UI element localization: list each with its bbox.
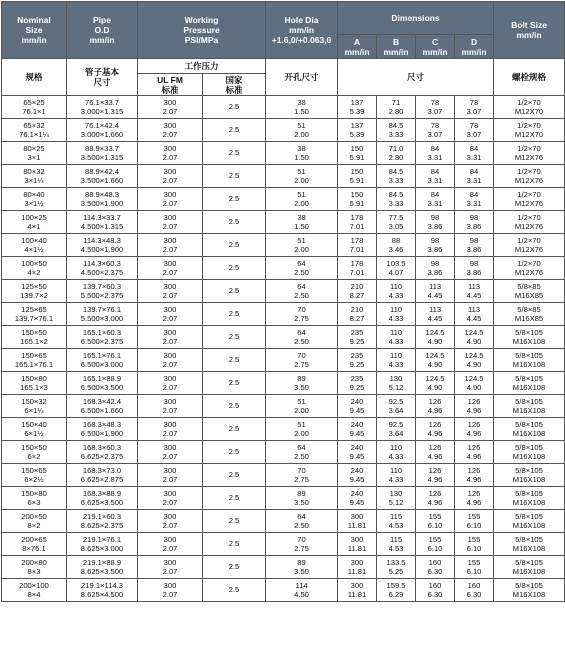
cell-dim-a: 178 7.01 bbox=[338, 257, 377, 280]
col-dim-c: C mm/in bbox=[416, 35, 455, 59]
cell-dim-d: 78 3.07 bbox=[455, 119, 494, 142]
cell-hole-dia: 51 2.00 bbox=[266, 418, 338, 441]
cell-bolt-size: 1/2×70 M12X76 bbox=[494, 142, 565, 165]
cell-dim-b: 110 4.33 bbox=[377, 441, 416, 464]
cell-bolt-size: 1/2×70 M12X76 bbox=[494, 234, 565, 257]
cell-dim-d: 155 6.10 bbox=[455, 533, 494, 556]
cell-bolt-size: 5/8×105 M16X108 bbox=[494, 533, 565, 556]
cell-dim-b: 130 5.12 bbox=[377, 372, 416, 395]
cell-dim-a: 300 11.81 bbox=[338, 533, 377, 556]
cell-bolt-size: 1/2×70 M12X76 bbox=[494, 165, 565, 188]
cell-ul-fm-pressure: 300 2.07 bbox=[138, 395, 203, 418]
cell-dim-c: 98 3.86 bbox=[416, 257, 455, 280]
cell-dim-b: 159.5 6.29 bbox=[377, 579, 416, 602]
col-bolt-size: Bolt Size mm/in bbox=[494, 2, 565, 59]
cell-national-pressure: 2.5 bbox=[203, 510, 266, 533]
cell-dim-b: 92.5 3.64 bbox=[377, 418, 416, 441]
cn-size: 尺寸 bbox=[338, 59, 494, 96]
cell-dim-c: 113 4.45 bbox=[416, 280, 455, 303]
cell-dim-d: 155 6.10 bbox=[455, 556, 494, 579]
cell-nominal-size: 200×80 8×3 bbox=[2, 556, 67, 579]
cell-dim-c: 126 4.96 bbox=[416, 418, 455, 441]
table-row bbox=[2, 303, 565, 326]
cell-dim-b: 110 4.33 bbox=[377, 303, 416, 326]
cell-national-pressure: 2.5 bbox=[203, 395, 266, 418]
cell-nominal-size: 100×25 4×1 bbox=[2, 211, 67, 234]
cell-ul-fm-pressure: 300 2.07 bbox=[138, 372, 203, 395]
cell-nominal-size: 150×32 6×1¼ bbox=[2, 395, 67, 418]
cell-pipe-od: 165.1×60.3 6.500×2.375 bbox=[67, 326, 138, 349]
table-row bbox=[2, 441, 565, 464]
cn-hole: 开孔尺寸 bbox=[266, 59, 338, 96]
cell-ul-fm-pressure: 300 2.07 bbox=[138, 441, 203, 464]
cell-hole-dia: 51 2.00 bbox=[266, 119, 338, 142]
cell-hole-dia: 89 3.50 bbox=[266, 372, 338, 395]
cell-bolt-size: 5/8×105 M16X108 bbox=[494, 441, 565, 464]
cell-national-pressure: 2.5 bbox=[203, 142, 266, 165]
col-dim-a: A mm/in bbox=[338, 35, 377, 59]
cell-dim-d: 84 3.31 bbox=[455, 188, 494, 211]
cell-dim-b: 71.0 2.80 bbox=[377, 142, 416, 165]
cell-ul-fm-pressure: 300 2.07 bbox=[138, 418, 203, 441]
cell-dim-c: 113 4.45 bbox=[416, 303, 455, 326]
cell-dim-a: 210 8.27 bbox=[338, 280, 377, 303]
cell-dim-c: 126 4.96 bbox=[416, 441, 455, 464]
cell-dim-c: 155 6.10 bbox=[416, 510, 455, 533]
cell-dim-a: 300 11.81 bbox=[338, 579, 377, 602]
cell-dim-d: 155 6.10 bbox=[455, 510, 494, 533]
table-body bbox=[2, 96, 565, 602]
cell-dim-a: 235 9.25 bbox=[338, 326, 377, 349]
table-row bbox=[2, 188, 565, 211]
cell-dim-b: 84.5 3.33 bbox=[377, 188, 416, 211]
cell-dim-a: 137 5.39 bbox=[338, 96, 377, 119]
cell-pipe-od: 114.3×33.7 4.500×1.315 bbox=[67, 211, 138, 234]
cell-ul-fm-pressure: 300 2.07 bbox=[138, 349, 203, 372]
cell-hole-dia: 51 2.00 bbox=[266, 188, 338, 211]
cell-dim-c: 78 3.07 bbox=[416, 96, 455, 119]
cell-bolt-size: 1/2×70 M12X76 bbox=[494, 188, 565, 211]
cn-pressure: 工作压力 bbox=[138, 59, 266, 74]
cell-nominal-size: 125×65 139.7×76.1 bbox=[2, 303, 67, 326]
cell-ul-fm-pressure: 300 2.07 bbox=[138, 234, 203, 257]
table-row bbox=[2, 119, 565, 142]
cell-dim-b: 92.5 3.64 bbox=[377, 395, 416, 418]
table-row bbox=[2, 533, 565, 556]
cell-ul-fm-pressure: 300 2.07 bbox=[138, 280, 203, 303]
cell-hole-dia: 70 2.75 bbox=[266, 349, 338, 372]
cell-dim-d: 98 3.86 bbox=[455, 234, 494, 257]
cell-dim-a: 240 9.45 bbox=[338, 418, 377, 441]
cell-dim-c: 98 3.86 bbox=[416, 211, 455, 234]
col-dim-d: D mm/in bbox=[455, 35, 494, 59]
cell-dim-c: 126 4.96 bbox=[416, 464, 455, 487]
cell-national-pressure: 2.5 bbox=[203, 96, 266, 119]
cell-ul-fm-pressure: 300 2.07 bbox=[138, 211, 203, 234]
cell-dim-c: 84 3.31 bbox=[416, 142, 455, 165]
cell-pipe-od: 168.3×60.3 6.625×2.375 bbox=[67, 441, 138, 464]
cell-national-pressure: 2.5 bbox=[203, 441, 266, 464]
cell-nominal-size: 150×40 6×1½ bbox=[2, 418, 67, 441]
cell-dim-d: 124.5 4.90 bbox=[455, 372, 494, 395]
cell-dim-d: 126 4.96 bbox=[455, 487, 494, 510]
cell-national-pressure: 2.5 bbox=[203, 533, 266, 556]
cell-nominal-size: 80×32 3×1¼ bbox=[2, 165, 67, 188]
col-pipe-od: Pipe O.D mm/in bbox=[67, 2, 138, 59]
cell-hole-dia: 114 4.50 bbox=[266, 579, 338, 602]
cell-dim-b: 71 2.80 bbox=[377, 96, 416, 119]
cn-national: 国家 标准 bbox=[203, 74, 266, 96]
cell-pipe-od: 168.3×42.4 6.500×1.660 bbox=[67, 395, 138, 418]
cell-dim-d: 84 3.31 bbox=[455, 142, 494, 165]
cell-pipe-od: 219.1×60.3 8.625×2.375 bbox=[67, 510, 138, 533]
cell-pipe-od: 219.1×76.1 8.625×3.000 bbox=[67, 533, 138, 556]
cell-bolt-size: 1/2×70 M12X70 bbox=[494, 96, 565, 119]
table-row bbox=[2, 556, 565, 579]
cell-dim-a: 300 11.81 bbox=[338, 556, 377, 579]
cell-ul-fm-pressure: 300 2.07 bbox=[138, 119, 203, 142]
cell-hole-dia: 38 1.50 bbox=[266, 142, 338, 165]
cell-bolt-size: 5/8×105 M16X108 bbox=[494, 464, 565, 487]
cell-dim-c: 155 6.10 bbox=[416, 533, 455, 556]
cell-nominal-size: 65×32 76.1×1¼ bbox=[2, 119, 67, 142]
table-row bbox=[2, 418, 565, 441]
cell-ul-fm-pressure: 300 2.07 bbox=[138, 303, 203, 326]
cell-pipe-od: 114.3×60.3 4.500×2.375 bbox=[67, 257, 138, 280]
cell-dim-a: 150 5.91 bbox=[338, 165, 377, 188]
cell-dim-b: 133.5 5.25 bbox=[377, 556, 416, 579]
cell-bolt-size: 5/8×105 M16X108 bbox=[494, 372, 565, 395]
cell-dim-c: 84 3.31 bbox=[416, 188, 455, 211]
cell-dim-d: 78 3.07 bbox=[455, 96, 494, 119]
cell-ul-fm-pressure: 300 2.07 bbox=[138, 326, 203, 349]
cell-dim-c: 78 3.07 bbox=[416, 119, 455, 142]
table-row bbox=[2, 372, 565, 395]
cell-nominal-size: 150×65 6×2½ bbox=[2, 464, 67, 487]
cell-hole-dia: 64 2.50 bbox=[266, 510, 338, 533]
cell-dim-c: 124.5 4.90 bbox=[416, 372, 455, 395]
cell-dim-c: 126 4.96 bbox=[416, 395, 455, 418]
cell-hole-dia: 64 2.50 bbox=[266, 326, 338, 349]
table-row bbox=[2, 142, 565, 165]
cell-hole-dia: 64 2.50 bbox=[266, 441, 338, 464]
cell-dim-d: 113 4.45 bbox=[455, 280, 494, 303]
table-row bbox=[2, 464, 565, 487]
table-row bbox=[2, 510, 565, 533]
cell-dim-d: 84 3.31 bbox=[455, 165, 494, 188]
table-row bbox=[2, 579, 565, 602]
cell-national-pressure: 2.5 bbox=[203, 211, 266, 234]
cell-national-pressure: 2.5 bbox=[203, 579, 266, 602]
cell-dim-a: 235 9.25 bbox=[338, 349, 377, 372]
table-row bbox=[2, 280, 565, 303]
cell-national-pressure: 2.5 bbox=[203, 349, 266, 372]
cell-dim-b: 110 4.33 bbox=[377, 326, 416, 349]
cell-dim-b: 110 4.33 bbox=[377, 280, 416, 303]
cell-hole-dia: 89 3.50 bbox=[266, 487, 338, 510]
cell-ul-fm-pressure: 300 2.07 bbox=[138, 142, 203, 165]
cell-dim-a: 150 5.91 bbox=[338, 142, 377, 165]
cell-national-pressure: 2.5 bbox=[203, 280, 266, 303]
cell-dim-a: 178 7.01 bbox=[338, 211, 377, 234]
cell-dim-d: 124.5 4.90 bbox=[455, 326, 494, 349]
table-row bbox=[2, 211, 565, 234]
cell-dim-d: 126 4.96 bbox=[455, 418, 494, 441]
spec-table bbox=[1, 1, 565, 602]
cell-ul-fm-pressure: 300 2.07 bbox=[138, 556, 203, 579]
cell-pipe-od: 114.3×48.3 4.500×1.900 bbox=[67, 234, 138, 257]
cell-dim-b: 84.5 3.33 bbox=[377, 119, 416, 142]
cell-hole-dia: 38 1.50 bbox=[266, 211, 338, 234]
cell-pipe-od: 139.7×76.1 5.500×3.000 bbox=[67, 303, 138, 326]
cell-pipe-od: 139.7×60.3 5.500×2.375 bbox=[67, 280, 138, 303]
cell-pipe-od: 219.1×114.3 8.625×4.500 bbox=[67, 579, 138, 602]
cell-bolt-size: 5/8×105 M16X108 bbox=[494, 510, 565, 533]
cell-bolt-size: 1/2×70 M12X70 bbox=[494, 119, 565, 142]
cell-hole-dia: 70 2.75 bbox=[266, 303, 338, 326]
cell-pipe-od: 165.1×88.9 6.500×3.500 bbox=[67, 372, 138, 395]
table-row bbox=[2, 349, 565, 372]
cell-nominal-size: 150×50 6×2 bbox=[2, 441, 67, 464]
cell-nominal-size: 65×25 76.1×1 bbox=[2, 96, 67, 119]
table-row bbox=[2, 165, 565, 188]
cell-national-pressure: 2.5 bbox=[203, 303, 266, 326]
cell-dim-a: 240 9.45 bbox=[338, 395, 377, 418]
cell-pipe-od: 219.1×88.9 8.625×3.500 bbox=[67, 556, 138, 579]
cell-dim-a: 178 7.01 bbox=[338, 234, 377, 257]
cell-bolt-size: 5/8×85 M16X85 bbox=[494, 303, 565, 326]
cell-dim-a: 235 9.25 bbox=[338, 372, 377, 395]
cell-pipe-od: 165.1×76.1 6.500×3.000 bbox=[67, 349, 138, 372]
cell-national-pressure: 2.5 bbox=[203, 556, 266, 579]
cell-national-pressure: 2.5 bbox=[203, 464, 266, 487]
cell-dim-b: 88 3.46 bbox=[377, 234, 416, 257]
table-row bbox=[2, 257, 565, 280]
cell-bolt-size: 5/8×105 M16X108 bbox=[494, 487, 565, 510]
cell-national-pressure: 2.5 bbox=[203, 257, 266, 280]
cell-hole-dia: 51 2.00 bbox=[266, 165, 338, 188]
cell-dim-d: 126 4.96 bbox=[455, 441, 494, 464]
cell-dim-b: 110 4.33 bbox=[377, 464, 416, 487]
cell-dim-a: 240 9.45 bbox=[338, 464, 377, 487]
cell-hole-dia: 64 2.50 bbox=[266, 280, 338, 303]
cell-ul-fm-pressure: 300 2.07 bbox=[138, 165, 203, 188]
cell-national-pressure: 2.5 bbox=[203, 119, 266, 142]
cell-bolt-size: 5/8×105 M16X108 bbox=[494, 349, 565, 372]
cell-hole-dia: 64 2.50 bbox=[266, 257, 338, 280]
cell-ul-fm-pressure: 300 2.07 bbox=[138, 96, 203, 119]
cn-spec: 规格 bbox=[2, 59, 67, 96]
cell-hole-dia: 70 2.75 bbox=[266, 533, 338, 556]
table-row bbox=[2, 96, 565, 119]
cell-hole-dia: 89 3.50 bbox=[266, 556, 338, 579]
cell-bolt-size: 1/2×70 M12X76 bbox=[494, 211, 565, 234]
cell-nominal-size: 80×25 3×1 bbox=[2, 142, 67, 165]
cell-dim-b: 84.5 3.33 bbox=[377, 165, 416, 188]
table-row bbox=[2, 487, 565, 510]
cell-ul-fm-pressure: 300 2.07 bbox=[138, 533, 203, 556]
cell-national-pressure: 2.5 bbox=[203, 188, 266, 211]
cell-ul-fm-pressure: 300 2.07 bbox=[138, 579, 203, 602]
cell-hole-dia: 70 2.75 bbox=[266, 464, 338, 487]
cell-bolt-size: 5/8×105 M16X108 bbox=[494, 326, 565, 349]
cell-nominal-size: 150×65 165.1×76.1 bbox=[2, 349, 67, 372]
table-row bbox=[2, 395, 565, 418]
cell-dim-a: 300 11.81 bbox=[338, 510, 377, 533]
cell-dim-c: 84 3.31 bbox=[416, 165, 455, 188]
cell-pipe-od: 88.9×48.3 3.500×1.900 bbox=[67, 188, 138, 211]
cell-dim-b: 115 4.53 bbox=[377, 533, 416, 556]
cell-ul-fm-pressure: 300 2.07 bbox=[138, 487, 203, 510]
cell-pipe-od: 76.1×42.4 3.000×1.660 bbox=[67, 119, 138, 142]
cell-bolt-size: 5/8×105 M16X108 bbox=[494, 579, 565, 602]
cell-dim-c: 98 3.86 bbox=[416, 234, 455, 257]
cn-pipe: 管子基本 尺寸 bbox=[67, 59, 138, 96]
cell-dim-c: 160 6.30 bbox=[416, 579, 455, 602]
cell-ul-fm-pressure: 300 2.07 bbox=[138, 464, 203, 487]
cn-ulfm: UL FM 标准 bbox=[138, 74, 203, 96]
cell-bolt-size: 5/8×105 M16X108 bbox=[494, 556, 565, 579]
cell-dim-d: 126 4.96 bbox=[455, 395, 494, 418]
col-dim-b: B mm/in bbox=[377, 35, 416, 59]
cell-dim-b: 110 4.33 bbox=[377, 349, 416, 372]
cell-hole-dia: 51 2.00 bbox=[266, 234, 338, 257]
cell-dim-a: 240 9.45 bbox=[338, 441, 377, 464]
cell-dim-b: 115 4.53 bbox=[377, 510, 416, 533]
cell-nominal-size: 200×50 8×2 bbox=[2, 510, 67, 533]
cell-dim-d: 124.5 4.90 bbox=[455, 349, 494, 372]
cell-pipe-od: 168.3×73.0 6.625×2.875 bbox=[67, 464, 138, 487]
cell-pipe-od: 76.1×33.7 3.000×1.315 bbox=[67, 96, 138, 119]
cell-nominal-size: 200×100 8×4 bbox=[2, 579, 67, 602]
cell-dim-b: 103.5 4.07 bbox=[377, 257, 416, 280]
cell-nominal-size: 125×50 139.7×2 bbox=[2, 280, 67, 303]
col-dimensions: Dimensions bbox=[338, 2, 494, 35]
cell-bolt-size: 1/2×70 M12X76 bbox=[494, 257, 565, 280]
cell-dim-d: 98 3.86 bbox=[455, 211, 494, 234]
cell-pipe-od: 88.9×33.7 3.500×1.315 bbox=[67, 142, 138, 165]
col-working-pressure: Working Pressure PSI/MPa bbox=[138, 2, 266, 59]
cell-dim-b: 77.5 3.05 bbox=[377, 211, 416, 234]
cell-ul-fm-pressure: 300 2.07 bbox=[138, 257, 203, 280]
cell-nominal-size: 80×40 3×1½ bbox=[2, 188, 67, 211]
cell-national-pressure: 2.5 bbox=[203, 372, 266, 395]
cell-pipe-od: 88.9×42.4 3.500×1.660 bbox=[67, 165, 138, 188]
cell-national-pressure: 2.5 bbox=[203, 418, 266, 441]
cell-pipe-od: 168.3×48.3 6.500×1.900 bbox=[67, 418, 138, 441]
cell-dim-a: 240 9.45 bbox=[338, 487, 377, 510]
cell-national-pressure: 2.5 bbox=[203, 165, 266, 188]
cell-dim-c: 126 4.96 bbox=[416, 487, 455, 510]
table-row bbox=[2, 234, 565, 257]
cell-dim-d: 98 3.86 bbox=[455, 257, 494, 280]
cell-hole-dia: 51 2.00 bbox=[266, 395, 338, 418]
cell-nominal-size: 100×40 4×1½ bbox=[2, 234, 67, 257]
cell-dim-a: 150 5.91 bbox=[338, 188, 377, 211]
cell-national-pressure: 2.5 bbox=[203, 487, 266, 510]
cell-pipe-od: 168.3×88.9 6.625×3.500 bbox=[67, 487, 138, 510]
cell-bolt-size: 5/8×105 M16X108 bbox=[494, 395, 565, 418]
cell-dim-c: 160 6.30 bbox=[416, 556, 455, 579]
cell-nominal-size: 150×80 165.1×3 bbox=[2, 372, 67, 395]
cell-nominal-size: 200×65 8×76.1 bbox=[2, 533, 67, 556]
cell-national-pressure: 2.5 bbox=[203, 326, 266, 349]
table-row bbox=[2, 326, 565, 349]
col-hole-dia: Hole Dia mm/in +1.6,0/+0.063,0 bbox=[266, 2, 338, 59]
cell-dim-c: 124.5 4.90 bbox=[416, 326, 455, 349]
cell-nominal-size: 150×50 165.1×2 bbox=[2, 326, 67, 349]
cell-dim-d: 113 4.45 bbox=[455, 303, 494, 326]
cell-ul-fm-pressure: 300 2.07 bbox=[138, 510, 203, 533]
cell-nominal-size: 150×80 6×3 bbox=[2, 487, 67, 510]
cell-bolt-size: 5/8×105 M16X108 bbox=[494, 418, 565, 441]
cell-dim-a: 210 8.27 bbox=[338, 303, 377, 326]
cell-dim-d: 160 6.30 bbox=[455, 579, 494, 602]
cell-national-pressure: 2.5 bbox=[203, 234, 266, 257]
cell-bolt-size: 5/8×85 M16X85 bbox=[494, 280, 565, 303]
col-nominal-size: Nominal Size mm/in bbox=[2, 2, 67, 59]
cell-ul-fm-pressure: 300 2.07 bbox=[138, 188, 203, 211]
cell-dim-d: 126 4.96 bbox=[455, 464, 494, 487]
cell-dim-a: 137 5.39 bbox=[338, 119, 377, 142]
cell-dim-c: 124.5 4.90 bbox=[416, 349, 455, 372]
cell-hole-dia: 38 1.50 bbox=[266, 96, 338, 119]
cell-nominal-size: 100×50 4×2 bbox=[2, 257, 67, 280]
cell-dim-b: 130 5.12 bbox=[377, 487, 416, 510]
cn-bolt: 螺栓规格 bbox=[494, 59, 565, 96]
